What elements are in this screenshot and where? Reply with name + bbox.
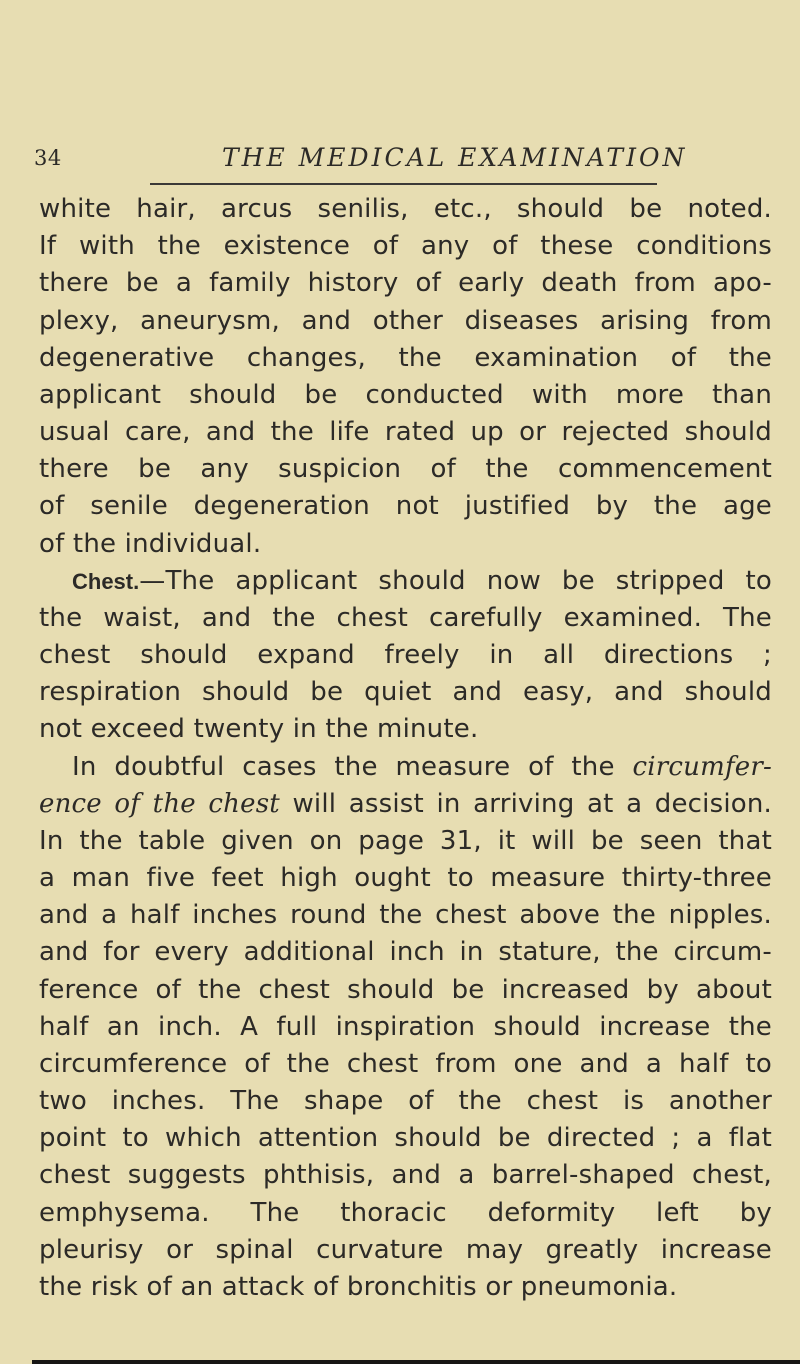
text-line: white hair, arcus senilis, etc., should be noted. (39, 194, 772, 224)
page-number: 34 (34, 146, 62, 170)
text-line: plexy, aneurysm, and other diseases arising from (39, 305, 772, 336)
text-line: a man five feet high ought to measure thirty-three (39, 863, 772, 894)
text-line: If with the existence of any of these conditions (39, 231, 772, 262)
italic-term: circumfer- (632, 751, 772, 782)
text-line: pleurisy or spinal curvature may greatly increase (39, 1234, 772, 1265)
text-line: and for every additional inch in stature, the circum- (39, 937, 772, 968)
text-line: the waist, and the chest carefully examined. The (39, 602, 772, 633)
text-line: two inches. The shape of the chest is another (39, 1086, 772, 1117)
text-fragment: —The applicant should now be stripped to (139, 565, 772, 596)
header-rule (150, 183, 657, 185)
text-line: half an inch. A full inspiration should increase the (39, 1011, 772, 1042)
text-line: applicant should be conducted with more than (39, 379, 772, 410)
text-line: usual care, and the life rated up or rejected should (39, 417, 772, 448)
body-text (39, 191, 772, 1306)
text-line: In the table given on page 31, it will be seen that (39, 825, 772, 856)
running-title: THE MEDICAL EXAMINATION (222, 143, 688, 172)
text-line: circumference of the chest from one and a half to (39, 1048, 772, 1079)
text-fragment: In doubtful cases the measure of the (72, 751, 633, 782)
text-line: there be any suspicion of the commencement (39, 454, 772, 485)
text-fragment: will assist in arriving at a decision. (279, 788, 772, 819)
circumference-paragraph-first-line (39, 749, 772, 786)
text-line: chest suggests phthisis, and a barrel-shaped chest, (39, 1160, 772, 1191)
text-line: chest should expand freely in all directions ; (39, 640, 772, 671)
text-line: degenerative changes, the examination of the (39, 342, 772, 373)
chest-runin-heading: Chest. (72, 568, 140, 594)
text-line: respiration should be quiet and easy, and should (39, 677, 772, 708)
text-line: the risk of an attack of bronchitis or pneumonia. (39, 1271, 678, 1302)
chest-paragraph-first-line (39, 563, 772, 600)
italic-term: ence of the chest (39, 788, 280, 819)
text-line: point to which attention should be directed ; a flat (39, 1123, 772, 1154)
text-line: emphysema. The thoracic deformity left by (39, 1197, 772, 1228)
page-bottom-edge (32, 1360, 800, 1364)
text-line: and a half inches round the chest above the nipples. (39, 900, 772, 931)
text-line: not exceed twenty in the minute. (39, 714, 479, 745)
text-line (39, 786, 772, 823)
text-line: of senile degeneration not justified by the age (39, 491, 772, 522)
text-line: there be a family history of early death from apo- (39, 268, 772, 299)
text-line: ference of the chest should be increased by about (39, 974, 772, 1005)
text-line: of the individual. (39, 528, 262, 559)
